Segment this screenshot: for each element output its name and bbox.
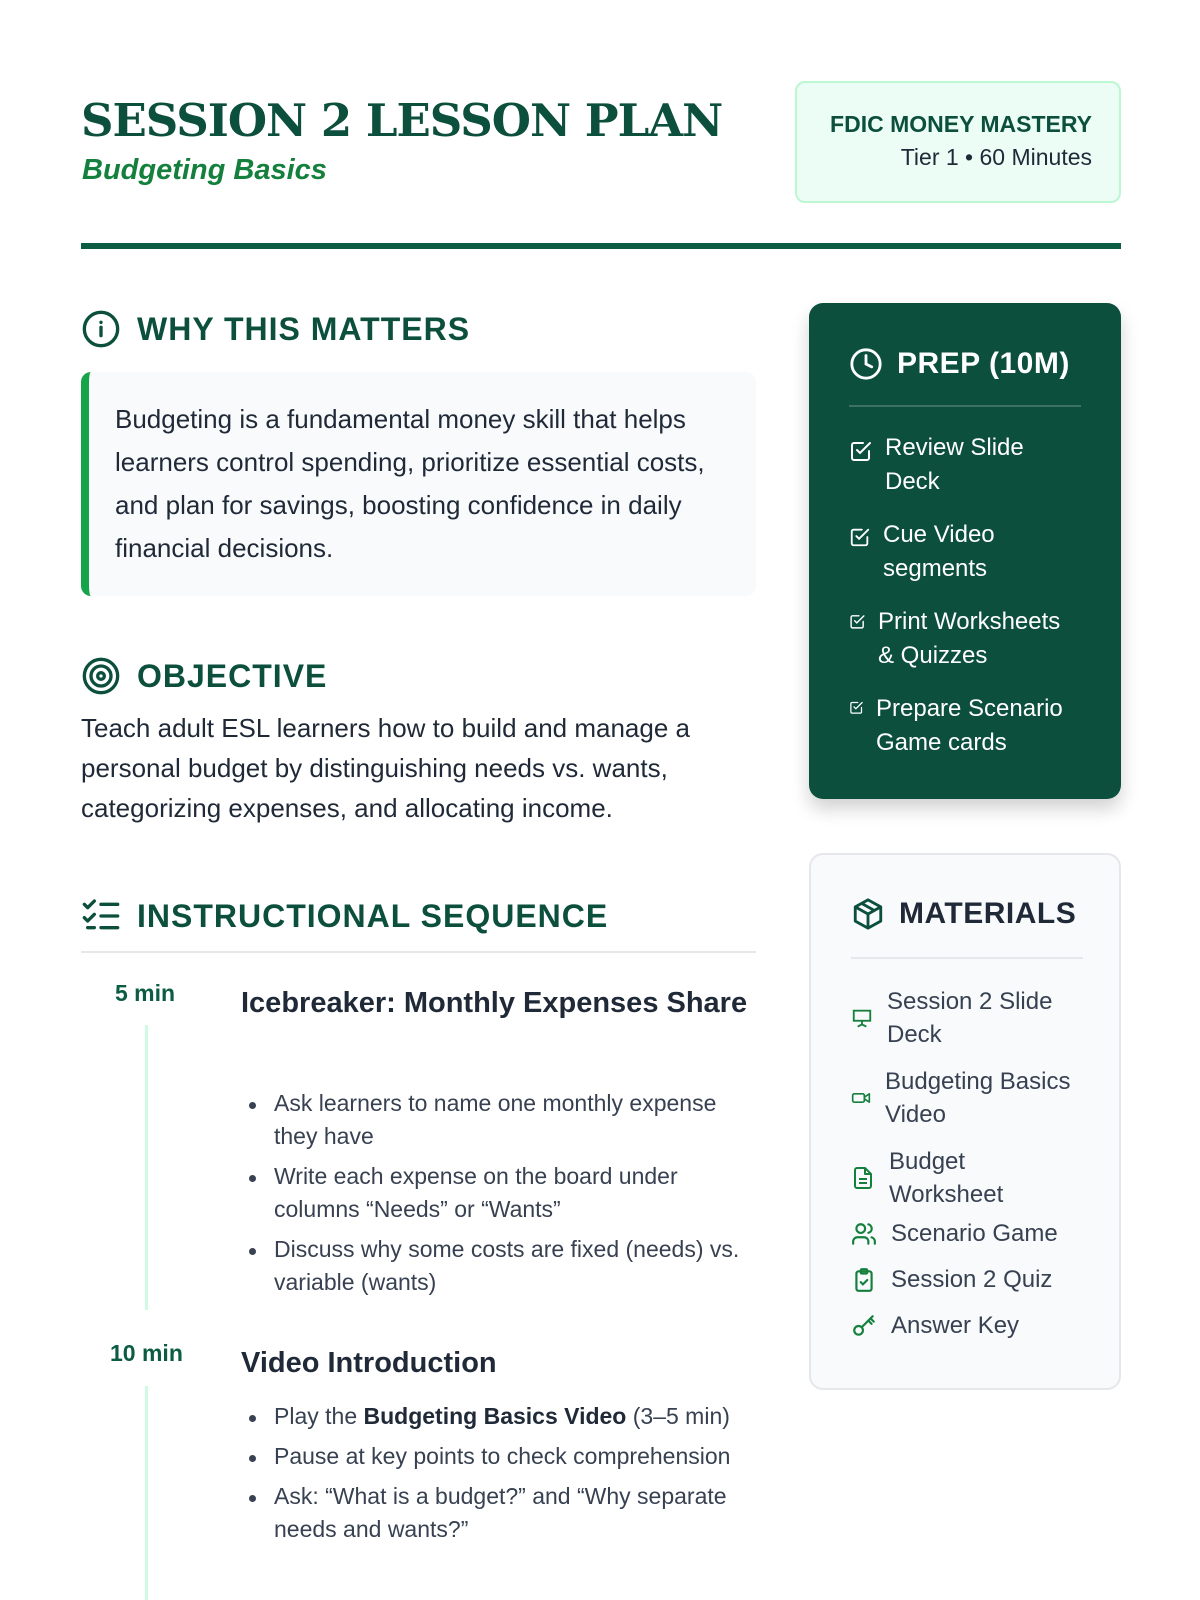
material-item: Budget Worksheet [851, 1145, 1071, 1211]
objective-heading: OBJECTIVE [137, 657, 328, 694]
objective-text: Teach adult ESL learners how to build and manage a personal budget by distinguishing needs vs. wants, categorizing expenses, and allocating income. [81, 713, 690, 823]
badge-title: FDIC MONEY MASTERY [830, 111, 1092, 137]
materials-header [851, 897, 1076, 931]
page-title: SESSION 2 LESSON PLAN [81, 94, 723, 147]
list-item: Play the Budgeting Basics Video (3–5 min) [241, 1400, 756, 1433]
presentation-icon [851, 1007, 873, 1029]
checkbox-icon [849, 700, 864, 715]
header-divider [81, 243, 1121, 249]
objective-section-header [81, 654, 327, 698]
step-time: 5 min [115, 980, 176, 1006]
materials-divider [851, 957, 1083, 959]
prep-card [809, 303, 1121, 799]
clock-icon [849, 347, 883, 381]
page-subtitle: Budgeting Basics [82, 154, 327, 186]
prep-heading: PREP (10M) [897, 347, 1070, 380]
prep-item: Cue Video segments [849, 518, 1059, 586]
sequence-heading: INSTRUCTIONAL SEQUENCE [137, 897, 609, 934]
sequence-divider [81, 951, 756, 953]
step-bullets [241, 1087, 756, 1306]
materials-heading: MATERIALS [899, 897, 1077, 930]
video-name: Budgeting Basics Video [363, 1403, 627, 1429]
timeline-line [145, 1025, 148, 1310]
why-callout [81, 372, 756, 596]
why-text: Budgeting is a fundamental money skill that helps learners control spending, prioritize essential costs, and plan for savings, boosting confidence in daily financial decisions. [115, 404, 705, 563]
target-icon [81, 656, 121, 696]
list-item: Ask: “What is a budget?” and “Why separate needs and wants?” [241, 1480, 756, 1546]
badge-subtitle: Tier 1 • 60 Minutes [900, 144, 1092, 170]
prep-item: Prepare Scenario Game cards [849, 692, 1084, 760]
materials-card [809, 853, 1121, 1390]
list-item: Pause at key points to check comprehension [241, 1440, 756, 1473]
timeline-line [145, 1386, 148, 1600]
sequence-section-header [81, 894, 608, 938]
checklist-icon [81, 896, 121, 936]
prep-item: Print Worksheets & Quizzes [849, 605, 1079, 673]
users-icon [851, 1221, 877, 1247]
key-icon [851, 1313, 877, 1339]
material-item: Session 2 Quiz [851, 1263, 1091, 1296]
material-item: Budgeting Basics Video [851, 1065, 1081, 1131]
list-item: Write each expense on the board under columns “Needs” or “Wants” [241, 1160, 756, 1226]
why-heading: WHY THIS MATTERS [137, 310, 471, 347]
checkbox-icon [849, 439, 873, 463]
material-item: Answer Key [851, 1309, 1091, 1342]
checkbox-icon [849, 613, 866, 630]
prep-item: Review Slide Deck [849, 431, 1059, 499]
program-badge [795, 81, 1121, 203]
header [81, 80, 1121, 250]
clipboard-check-icon [851, 1267, 877, 1293]
video-icon [851, 1088, 871, 1108]
step-time: 10 min [110, 1340, 183, 1366]
document-icon [851, 1166, 875, 1190]
step-bullets [241, 1400, 756, 1553]
why-section-header [81, 307, 470, 351]
material-item: Scenario Game [851, 1217, 1091, 1250]
step-title: Icebreaker: Monthly Expenses Share [241, 987, 748, 1019]
package-icon [851, 897, 885, 931]
info-icon [81, 309, 121, 349]
checkbox-icon [849, 526, 871, 548]
list-item: Ask learners to name one monthly expense they have [241, 1087, 756, 1153]
prep-header [849, 347, 1070, 381]
list-item: Discuss why some costs are fixed (needs) vs. variable (wants) [241, 1233, 756, 1299]
prep-divider [849, 405, 1081, 407]
step-title: Video Introduction [241, 1347, 497, 1379]
material-item: Session 2 Slide Deck [851, 985, 1071, 1051]
